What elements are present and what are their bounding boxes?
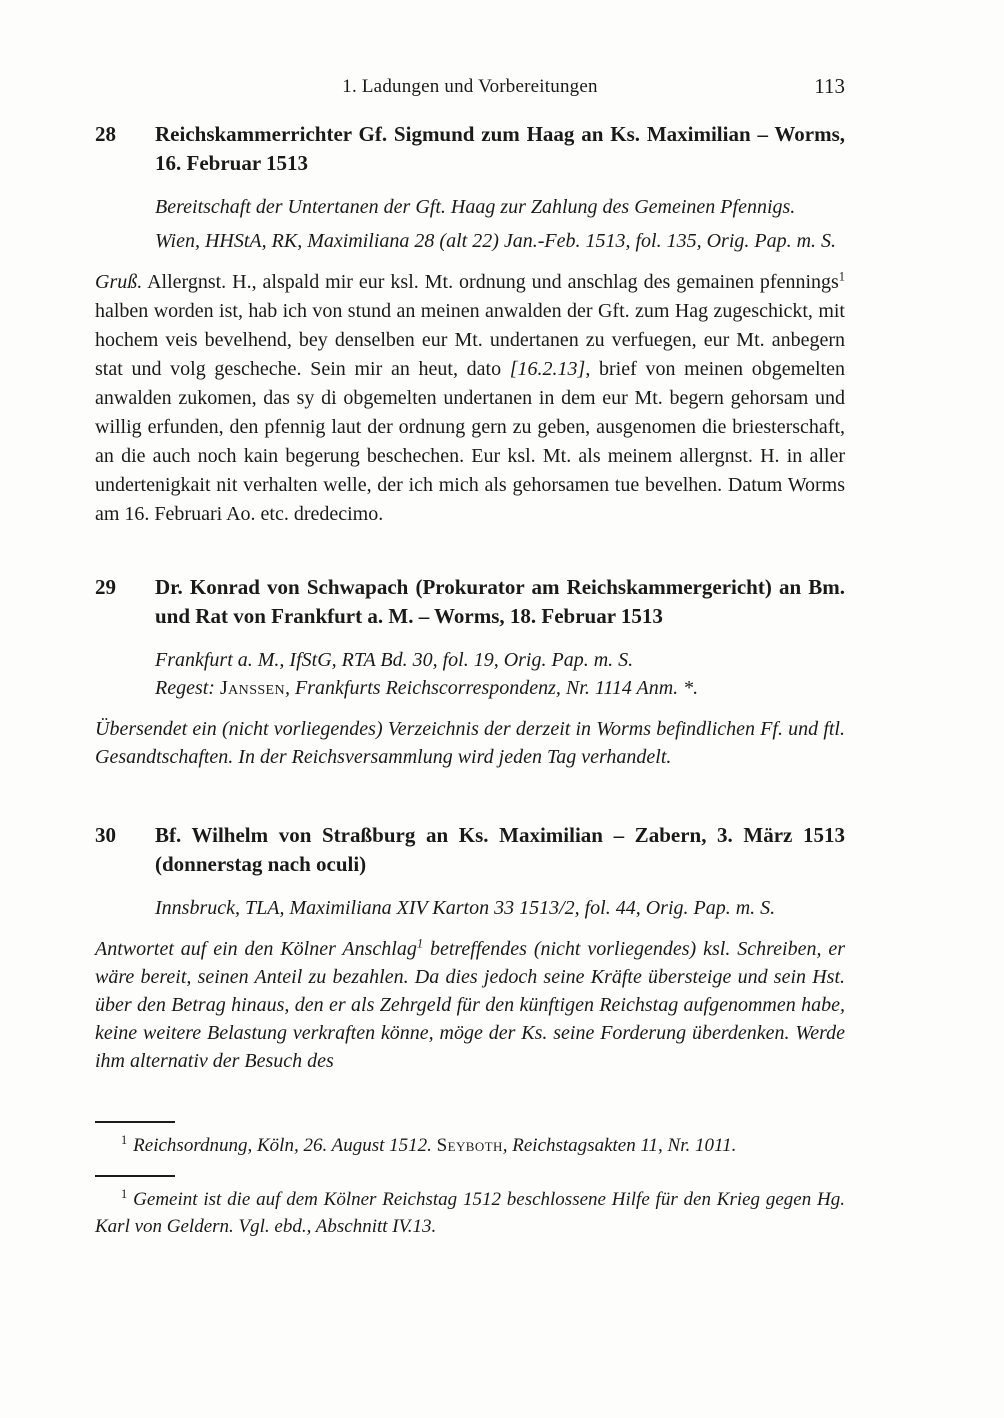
entry-title: Bf. Wilhelm von Straßburg an Ks. Maximilian – Zabern, 3. März 1513 (donnerstag nach oculi) — [155, 823, 845, 876]
footnote-body: Gemeint ist die auf dem Kölner Reichstag 1512 beschlossene Hilfe für den Krieg gegen Hg. Karl von Geldern. Vgl. ebd., Abschnitt IV.13. — [95, 1189, 845, 1237]
entry-number: 29 — [95, 575, 116, 599]
entry-28-heading-row — [95, 120, 845, 178]
entry-30 — [95, 821, 845, 1075]
entry-28 — [95, 120, 845, 529]
entry-regest: Regest: Janssen, Frankfurts Reichscorrespondenz, Nr. 1114 Anm. *. — [155, 677, 699, 699]
footnotes-area — [95, 1121, 845, 1240]
entry-summary: Bereitschaft der Untertanen der Gft. Haag zur Zahlung des Gemeinen Pfennigs. — [155, 196, 796, 218]
running-head: 1. Ladungen und Vorbereitungen — [342, 76, 598, 97]
footnote-body: Reichsordnung, Köln, 26. August 1512. Seyboth, Reichstagsakten 11, Nr. 1011. — [133, 1135, 737, 1156]
footnote-rule — [95, 1121, 175, 1123]
footnote-2 — [95, 1175, 845, 1240]
footnote-rule — [95, 1175, 175, 1177]
entry-summary: Übersendet ein (nicht vorliegendes) Verzeichnis der derzeit in Worms befindlichen Ff. und ftl. Gesandtschaften. In der Reichsversammlung wird jeden Tag verhandelt. — [95, 718, 845, 768]
entry-title: Reichskammerrichter Gf. Sigmund zum Haag an Ks. Maximilian – Worms, 16. Februar 1513 — [155, 122, 845, 175]
page-header — [95, 76, 845, 106]
entry-summary: Antwortet auf ein den Kölner Anschlag$^1$ betreffendes (nicht vorliegendes) ksl. Schreiben, er wäre bereit, seinen Anteil zu bezahlen. Da dies jedoch seine Kräfte übersteige und sein Hst. über den Betrag hinaus, den er als Zehrgeld für den künftigen Reichstag aufgenommen habe, keine weitere Belastung verkraften könne, möge der Ks. seine Forderung überdenken. Werde ihm alternativ der Besuch des — [95, 936, 845, 1072]
entry-body: Gruß. Allergnst. H., alspald mir eur ksl. Mt. ordnung und anschlag des gemainen pfennings$^1$ halben worden ist, hab ich von stund an meinen anwalden der Gft. zum Hag zugeschickt, mit hochem veis bevelhend, bey denselben eur Mt. undertanen zu verfuegen, eur Mt. anbegern stat und volg gescheche. Sein mir an heut, dato [16.2.13], brief von meinen obgemelten anwalden zukomen, das sy di obgemelten undertanen in dem eur Mt. begern gehorsam und willig erfunden, den pfennig laut der ordnung gern zu geben, ausgenomen die briesterschaft, an die auch noch kain begerung beschechen. Eur ksl. Mt. als meinem allergnst. H. in aller undertenigkait nit verhalten welle, der ich mich als gehorsamen tue bevelhen. Datum Worms am 16. Februari Ao. etc. dredecimo. — [95, 269, 845, 525]
footnote-1 — [95, 1121, 845, 1159]
entry-title: Dr. Konrad von Schwapach (Prokurator am Reichskammergericht) an Bm. und Rat von Frankfurt a. M. – Worms, 18. Februar 1513 — [155, 575, 845, 628]
footnote-text — [95, 1186, 845, 1240]
footnote-text — [95, 1132, 845, 1159]
entry-number: 30 — [95, 823, 116, 847]
footnote-marker: 1 — [121, 1132, 128, 1147]
page-number: 113 — [814, 74, 845, 98]
entry-source: Frankfurt a. M., IfStG, RTA Bd. 30, fol. 19, Orig. Pap. m. S. — [155, 649, 634, 671]
entry-29 — [95, 573, 845, 771]
entry-source: Wien, HHStA, RK, Maximiliana 28 (alt 22) Jan.-Feb. 1513, fol. 135, Orig. Pap. m. S. — [155, 230, 837, 252]
entry-source: Innsbruck, TLA, Maximiliana XIV Karton 33 1513/2, fol. 44, Orig. Pap. m. S. — [155, 897, 776, 919]
entry-29-heading-row — [95, 573, 845, 631]
entry-number: 28 — [95, 122, 116, 146]
footnote-marker: 1 — [121, 1186, 128, 1201]
entry-30-heading-row — [95, 821, 845, 879]
